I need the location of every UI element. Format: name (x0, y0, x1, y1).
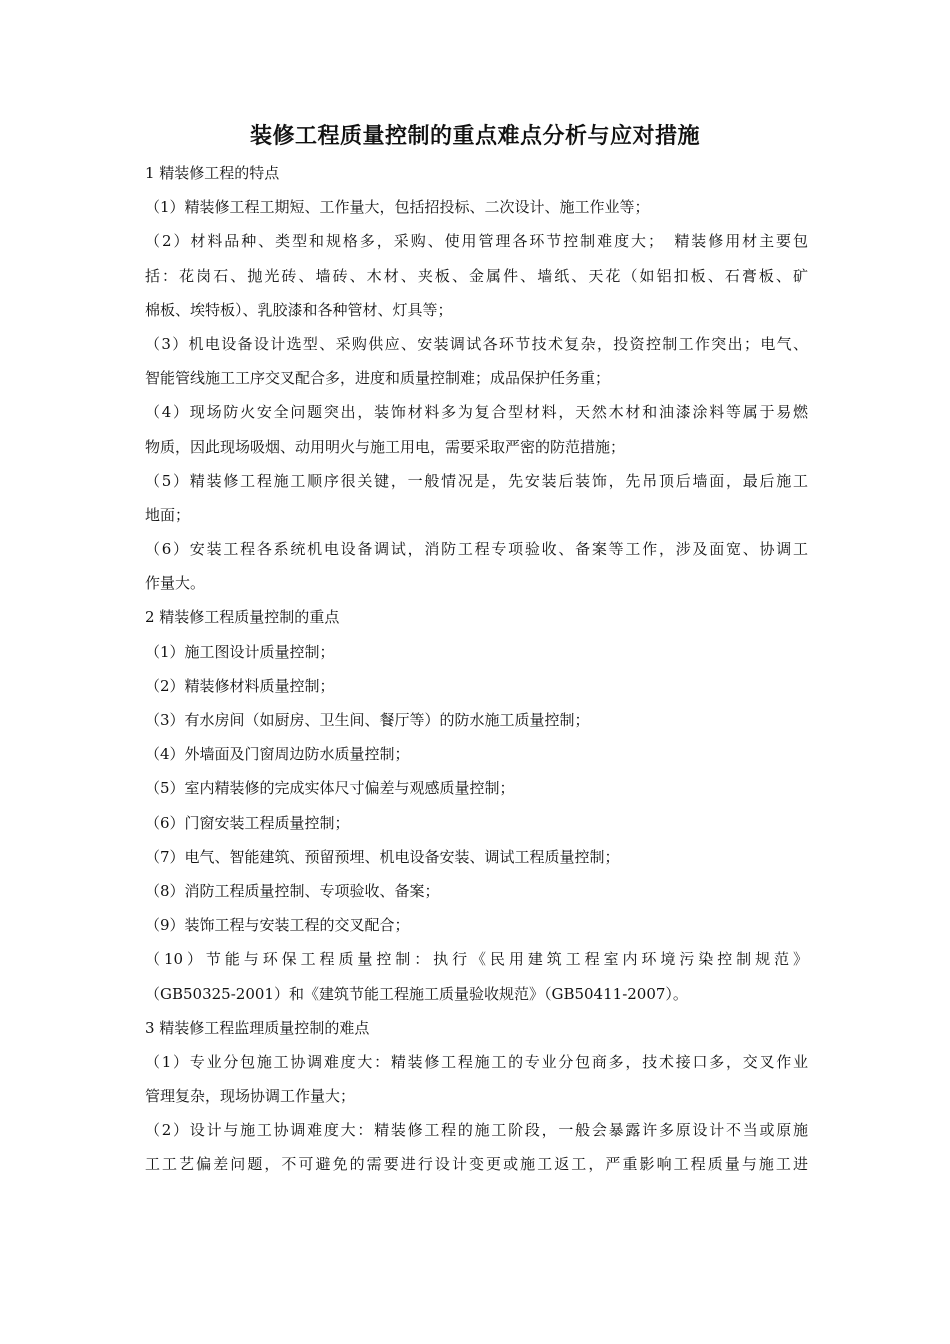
document-title: 装修工程质量控制的重点难点分析与应对措施 (249, 123, 700, 149)
paragraph-line: （5）精装修工程施工顺序很关键，一般情况是，先安装后装饰，先吊顶后墙面，最后施工 (145, 471, 808, 490)
paragraph-line: 工工艺偏差问题，不可避免的需要进行设计变更或施工返工，严重影响工程质量与施工进 (145, 1155, 808, 1174)
section-heading-1: 1 精装修工程的特点 (145, 164, 280, 182)
list-item: （8）消防工程质量控制、专项验收、备案； (145, 881, 440, 900)
section-heading-2: 2 精装修工程质量控制的重点 (145, 608, 340, 627)
paragraph-line: 管理复杂，现场协调工作量大； (145, 1087, 356, 1106)
paragraph-line: （2）设计与施工协调难度大：精装修工程的施工阶段，一般会暴露许多原设计不当或原施 (145, 1121, 808, 1140)
document-body (145, 156, 810, 1182)
list-item: （10）节能与环保工程质量控制：执行《民用建筑工程室内环境污染控制规范》 (145, 950, 808, 969)
section-heading-3: 3 精装修工程监理质量控制的难点 (145, 1018, 370, 1037)
list-item: （2）精装修材料质量控制； (145, 676, 335, 695)
paragraph-line: （4）现场防火安全问题突出，装饰材料多为复合型材料，天然木材和油漆涂料等属于易燃 (145, 403, 808, 422)
paragraph-line: （3）机电设备设计选型、采购供应、安装调试各环节技术复杂，投资控制工作突出；电气、 (145, 334, 808, 353)
list-item: （4）外墙面及门窗周边防水质量控制； (145, 745, 410, 764)
paragraph-line: （1）专业分包施工协调难度大：精装修工程施工的专业分包商多，技术接口多，交叉作业 (145, 1052, 808, 1071)
paragraph-line: 物质，因此现场吸烟、动用明火与施工用电，需要采取严密的防范措施； (145, 437, 626, 456)
paragraph-line: 地面； (145, 505, 191, 524)
list-item: （3）有水房间（如厨房、卫生间、餐厅等）的防水施工质量控制； (145, 711, 590, 729)
paragraph-line: 棉板、埃特板）、乳胶漆和各种管材、灯具等； (145, 300, 453, 319)
list-item: （7）电气、智能建筑、预留预埋、机电设备安装、调试工程质量控制； (145, 847, 620, 866)
list-item: （6）门窗安装工程质量控制； (145, 813, 350, 832)
paragraph-line: 作量大。 (145, 574, 206, 593)
list-item: （5）室内精装修的完成实体尺寸偏差与观感质量控制； (145, 779, 515, 798)
paragraph-line: 括：花岗石、抛光砖、墙砖、木材、夹板、金属件、墙纸、天花（如铝扣板、石膏板、矿 (145, 266, 808, 285)
paragraph-line: （6）安装工程各系统机电设备调试，消防工程专项验收、备案等工作，涉及面宽、协调工 (145, 540, 808, 559)
list-item: （9）装饰工程与安装工程的交叉配合； (145, 916, 410, 935)
paragraph-line: 智能管线施工工序交叉配合多，进度和质量控制难；成品保护任务重； (145, 369, 611, 388)
paragraph-line: （1）精装修工程工期短、工作量大，包括招投标、二次设计、施工作业等； (145, 198, 650, 217)
list-item: （GB50325-2001）和《建筑节能工程施工质量验收规范》（GB50411-2007）。 (145, 984, 688, 1003)
list-item: （1）施工图设计质量控制； (145, 642, 335, 661)
paragraph-line: （2）材料品种、类型和规格多，采购、使用管理各环节控制难度大； 精装修用材主要包 (145, 232, 808, 251)
